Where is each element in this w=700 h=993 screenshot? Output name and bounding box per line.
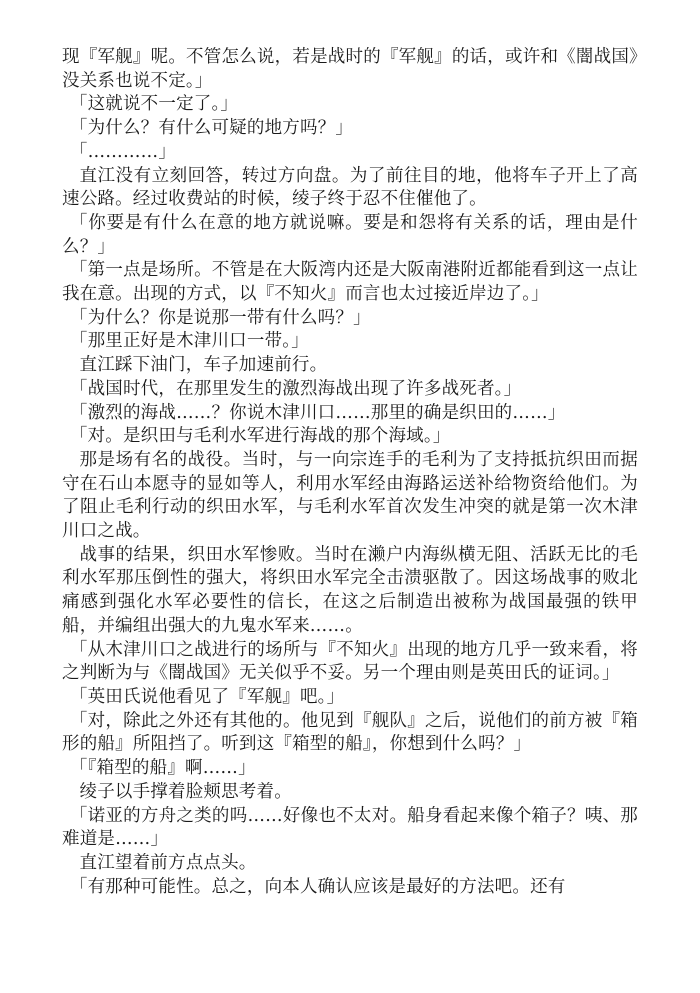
paragraph: 「第一点是场所。不管是在大阪湾内还是大阪南港附近都能看到这一点让我在意。出现的方式，以『不知火』而言也太过接近岸边了。」 — [62, 260, 638, 305]
paragraph: 「你要是有什么在意的地方就说嘛。要是和怨将有关系的话，理由是什么？」 — [62, 212, 638, 257]
paragraph: 「对，除此之外还有其他的。他见到『舰队』之后，说他们的前方被『箱形的船』所阻挡了。听到这『箱型的船』，你想到什么吗？」 — [62, 710, 638, 755]
paragraph: 「诺亚的方舟之类的吗……好像也不太对。船身看起来像个箱子？咦、那难道是……」 — [62, 805, 638, 850]
paragraph: 直江望着前方点点头。 — [79, 852, 257, 873]
paragraph: 「英田氏说他看见了『军舰』吧。」 — [69, 686, 345, 707]
paragraph: 现『军舰』呢。不管怎么说，若是战时的『军舰』的话，或许和《闇战国》没关系也说不定。」 — [62, 47, 638, 91]
paragraph: 「『箱型的船』啊……」 — [69, 758, 256, 779]
paragraph: 「战国时代，在那里发生的激烈海战出现了许多战死者。」 — [69, 378, 522, 399]
paragraph: 「激烈的海战……？你说木津川口……那里的确是织田的……」 — [69, 402, 566, 423]
paragraph: 战事的结果，织田水军惨败。当时在濑户内海纵横无阻、活跃无比的毛利水军那压倒性的强大，将织田水军完全击溃驱散了。因这场战事的败北痛感到强化水军必要性的信长，在这之后制造出被称为战国最强的铁甲船，并编组出强大的九鬼水军来……。 — [62, 544, 638, 636]
paragraph: 直江踩下油门，车子加速前行。 — [79, 355, 328, 376]
paragraph: 绫子以手撑着脸颊思考着。 — [79, 781, 292, 802]
paragraph: 「为什么？有什么可疑的地方吗？」 — [69, 118, 354, 139]
paragraph: 直江没有立刻回答，转过方向盘。为了前往目的地，他将车子开上了高速公路。经过收费站的时候，绫子终于忍不住催他了。 — [62, 165, 638, 210]
paragraph: 「…………」 — [69, 141, 177, 162]
paragraph: 那是场有名的战役。当时，与一向宗连手的毛利为了支持抵抗织田而据守在石山本愿寺的显如等人，利用水军经由海路运送补给物资给他们。为了阻止毛利行动的织田水军，与毛利水军首次发生冲突的就是第一次木津川口之战。 — [62, 449, 638, 542]
paragraph: 「这就说不一定了。」 — [69, 94, 239, 115]
paragraph: 「那里正好是木津川口一带。」 — [69, 331, 309, 352]
paragraph: 「对。是织田与毛利水军进行海战的那个海域。」 — [69, 426, 451, 447]
paragraph: 「为什么？你是说那一带有什么吗？」 — [69, 307, 371, 328]
paragraph: 「有那种可能性。总之，向本人确认应该是最好的方法吧。还有 — [69, 876, 566, 897]
novel-page — [62, 46, 638, 899]
paragraph: 「从木津川口之战进行的场所与『不知火』出现的地方几乎一致来看，将之判断为与《闇战国》无关似乎不妥。另一个理由则是英田氏的证词。」 — [62, 639, 638, 684]
